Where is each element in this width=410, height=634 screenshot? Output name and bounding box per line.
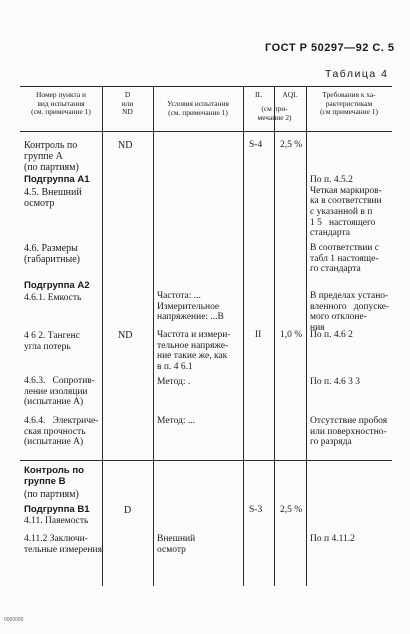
page-header: ГОСТ Р 50297—92 С. 5 (265, 42, 395, 54)
control-group-a-dnd: ND (118, 140, 133, 151)
item-4-6-1: 4.6.1. Емкость (24, 293, 82, 303)
control-group-b-title: Контроль по группе В (24, 465, 85, 487)
header-bottom-border (20, 131, 392, 132)
col-divider-4 (274, 86, 275, 586)
aql-b1: 2,5 % (280, 505, 303, 515)
control-group-a-il: S-4 (249, 140, 263, 150)
control-group-a-aql: 2,5 % (280, 140, 303, 150)
item-4-11-2: 4.11.2 Заключи- тельные измерения (24, 534, 102, 555)
item-4-6-4: 4.6.4. Электриче- ская прочность (испытание А) (24, 416, 99, 448)
col-header-il: IL (255, 90, 262, 99)
dnd-4-6-2: ND (118, 330, 133, 341)
condition-4-6-4: Метод: ... (157, 416, 196, 426)
requirement-4-6-4: Отсутствие пробоя или поверхностно- го разряда (310, 416, 388, 448)
table-top-border (20, 86, 392, 87)
table-caption: Таблица 4 (325, 68, 389, 80)
col-header-il-note: (см при- мечание 2) (257, 104, 292, 122)
col-divider-3 (243, 86, 244, 586)
subgroup-a1-title: Подгруппа А1 (24, 174, 90, 185)
condition-4-11-2: Внешний осмотр (157, 534, 196, 555)
aql-4-6-2: 1,0 % (280, 330, 303, 340)
col-header-conditions: Условия испытания (см. примечание 1) (167, 99, 229, 117)
subgroup-a2-title: Подгруппа А2 (24, 280, 90, 291)
requirement-4-6: В соответствии с табл 1 настояще- го стандарта (310, 243, 379, 275)
requirement-4-6-3: По п. 4.6 3 3 (310, 377, 360, 387)
il-b1: S-3 (249, 505, 263, 515)
col-header-aql: AQL (282, 90, 298, 99)
col-divider-5 (306, 86, 307, 586)
control-group-a-title: Контроль по группе А (по партиям) (24, 140, 79, 174)
il-4-6-2: II (255, 330, 262, 340)
requirement-4-6-1: В пределах устано- вленного допуске- мого отклоне- ния (310, 291, 390, 333)
item-4-6: 4.6. Размеры (габаритные) (24, 243, 80, 266)
col-header-item: Номер пункта и вид испытания (см. примечание 1) (31, 90, 91, 117)
control-group-b-subtitle: (по партиям) (24, 489, 79, 500)
col-header-requirements: Требования к ха- рактеристикам (см примечание 1) (320, 90, 378, 117)
col-header-d-nd: D или ND (121, 90, 134, 117)
page-footer-mark: 0000000 (4, 617, 24, 623)
group-b-separator (20, 460, 392, 461)
condition-4-6-3: Метод: . (157, 377, 191, 387)
condition-4-6-1: Частота: ... Измерительное напряжение: ...В (157, 291, 224, 323)
item-4-5: 4.5. Внешний осмотр (24, 187, 82, 210)
requirement-4-5: По п. 4.5.2 Четкая маркиров- ка в соответствии с указанной в п 1 5 настоящего стандарта (310, 175, 382, 239)
condition-4-6-2: Частота и измери- тельное напряже- ние такие же, как в п. 4 6.1 (157, 330, 231, 372)
item-4-11: 4.11. Паяемость (24, 516, 89, 526)
item-4-6-2: 4 6 2. Тангенс угла потерь (24, 331, 80, 352)
subgroup-b1-title: Подгруппа В1 (24, 504, 90, 515)
col-divider-2 (153, 86, 154, 586)
dnd-b1: D (124, 505, 132, 516)
item-4-6-3: 4.6.3. Сопротив- ление изоляции (испытание А) (24, 376, 95, 408)
col-divider-1 (102, 86, 103, 586)
requirement-4-6-2: По п. 4.6 2 (310, 330, 353, 340)
requirement-4-11-2: По п 4.11.2 (310, 534, 355, 544)
